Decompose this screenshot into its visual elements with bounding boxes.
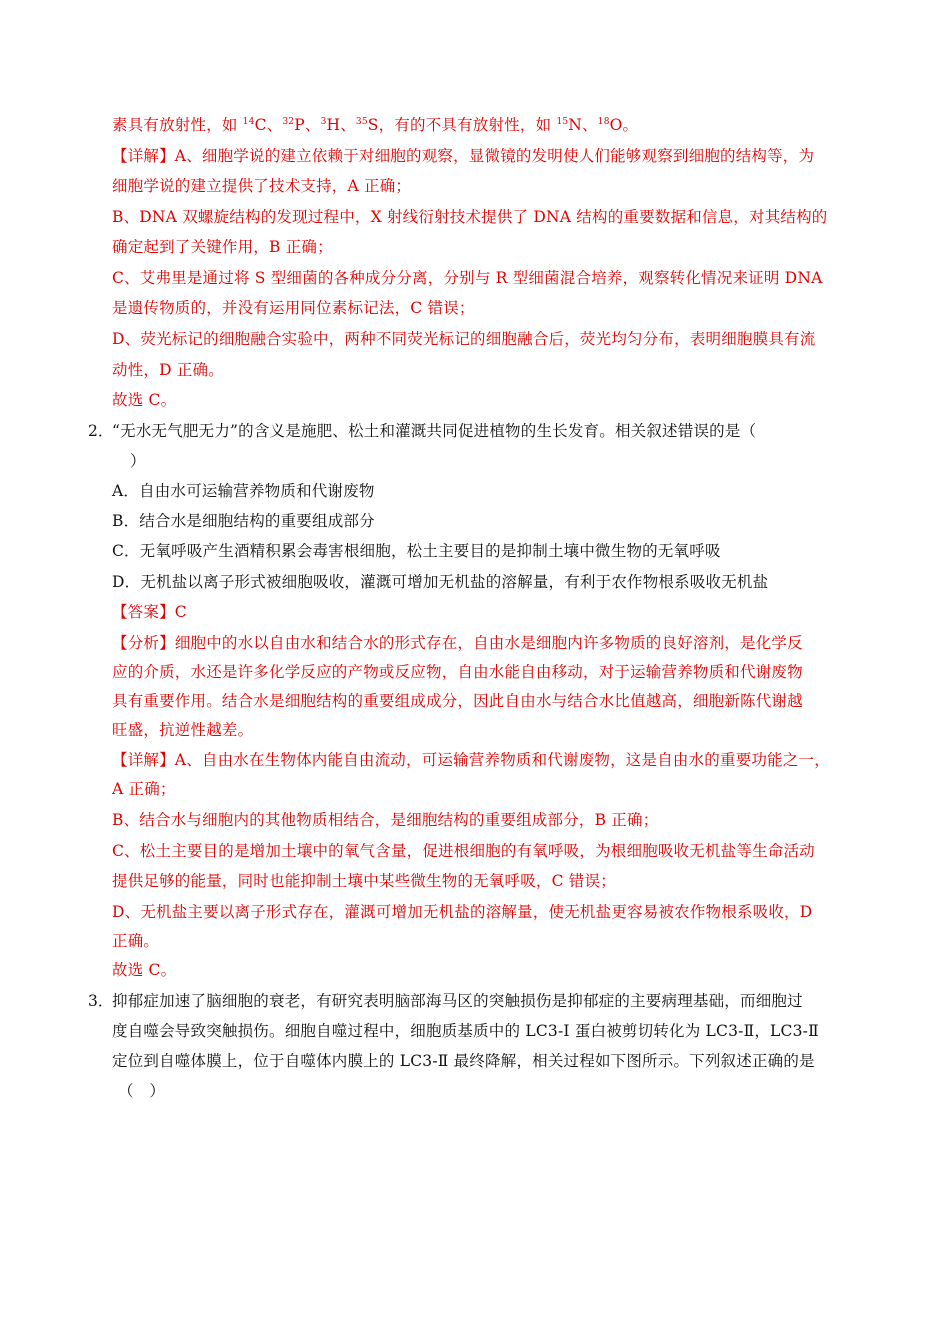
q1-explanation-line: 确定起到了关键作用，B 正确； bbox=[112, 238, 333, 256]
q2-option-b: B．结合水是细胞结构的重要组成部分 bbox=[112, 512, 375, 530]
superscript: 14 bbox=[242, 116, 255, 127]
q2-analysis-line: 【分析】细胞中的水以自由水和结合水的形式存在，自由水是细胞内许多物质的良好溶剂，是化学反 bbox=[112, 634, 803, 652]
q2-option-d: D．无机盐以离子形式被细胞吸收，灌溉可增加无机盐的溶解量，有利于农作物根系吸收无机盐 bbox=[112, 573, 769, 591]
q1-explanation-line: 动性，D 正确。 bbox=[112, 361, 224, 379]
text-run: 素具有放射性，如 bbox=[112, 116, 243, 134]
superscript: 32 bbox=[282, 116, 295, 127]
q2-explanation-line: A 正确； bbox=[112, 780, 176, 798]
q2-explanation-line: 【详解】A、自由水在生物体内能自由流动，可运输营养物质和代谢废物，这是自由水的重要功能之一， bbox=[112, 751, 830, 769]
q2-analysis-line: 应的介质，水还是许多化学反应的产物或反应物，自由水能自由移动，对于运输营养物质和代谢废物 bbox=[112, 663, 803, 681]
q2-answer: 【答案】C bbox=[112, 603, 187, 621]
text-run: N、 bbox=[568, 116, 598, 134]
q3-stem-line: 定位到自噬体膜上，位于自噬体内膜上的 LC3-Ⅱ 最终降解，相关过程如下图所示。下列叙述正确的是 bbox=[112, 1052, 815, 1070]
superscript: 18 bbox=[597, 116, 610, 127]
q1-explanation-line: 【详解】A、细胞学说的建立依赖于对细胞的观察，显微镜的发明使人们能够观察到细胞的结构等，为 bbox=[112, 147, 815, 165]
q3-stem-line: 度自噬会导致突触损伤。细胞自噬过程中，细胞质基质中的 LC3-Ⅰ 蛋白被剪切转化为 LC3-Ⅱ，LC3-Ⅱ bbox=[112, 1022, 819, 1040]
q2-conclusion: 故选 C。 bbox=[112, 961, 177, 979]
q3-answer-bracket: （ ） bbox=[118, 1082, 166, 1100]
q1-explanation-line: 细胞学说的建立提供了技术支持，A 正确； bbox=[112, 177, 412, 195]
q1-explanation-line: C、艾弗里是通过将 S 型细菌的各种成分分离，分别与 R 型细菌混合培养，观察转化情况来证明 DNA bbox=[112, 269, 823, 287]
q2-option-c: C．无氧呼吸产生酒精积累会毒害根细胞，松土主要目的是抑制土壤中微生物的无氧呼吸 bbox=[112, 542, 721, 560]
q2-analysis-line: 旺盛，抗逆性越差。 bbox=[112, 721, 254, 739]
superscript: 15 bbox=[556, 116, 569, 127]
text-run: C、 bbox=[254, 116, 283, 134]
question-number: 3． bbox=[88, 992, 114, 1010]
q2-explanation-line: C、松土主要目的是增加土壤中的氧气含量，促进根细胞的有氧呼吸，为根细胞吸收无机盐等生命活动 bbox=[112, 842, 815, 860]
q1-explanation-line: B、DNA 双螺旋结构的发现过程中，X 射线衍射技术提供了 DNA 结构的重要数据和信息，对其结构的 bbox=[112, 208, 828, 226]
q2-explanation-line: 提供足够的能量，同时也能抑制土壤中某些微生物的无氧呼吸，C 错误； bbox=[112, 872, 616, 890]
superscript: 35 bbox=[355, 116, 368, 127]
isotope-line bbox=[112, 114, 638, 136]
q2-option-a: A．自由水可运输营养物质和代谢废物 bbox=[112, 482, 375, 500]
q2-analysis-line: 具有重要作用。结合水是细胞结构的重要组成成分，因此自由水与结合水比值越高，细胞新陈代谢越 bbox=[112, 692, 803, 710]
text-run: S，有的不具有放射性，如 bbox=[367, 116, 557, 134]
text-run: P、 bbox=[294, 116, 321, 134]
q2-explanation-line: B、结合水与细胞内的其他物质相结合，是细胞结构的重要组成部分，B 正确； bbox=[112, 811, 659, 829]
q2-stem-line: “无水无气肥无力”的含义是施肥、松土和灌溉共同促进植物的生长发育。相关叙述错误的是（ bbox=[112, 422, 757, 440]
question-number: 2． bbox=[88, 422, 114, 440]
q1-conclusion: 故选 C。 bbox=[112, 391, 177, 409]
text-run: H、 bbox=[326, 116, 356, 134]
q2-explanation-line: D、无机盐主要以离子形式存在，灌溉可增加无机盐的溶解量，使无机盐更容易被农作物根系吸收，D bbox=[112, 903, 813, 921]
q3-stem-line: 抑郁症加速了脑细胞的衰老，有研究表明脑部海马区的突触损伤是抑郁症的主要病理基础，而细胞过 bbox=[112, 992, 803, 1010]
superscript: 3 bbox=[320, 116, 327, 127]
q1-explanation-line: D、荧光标记的细胞融合实验中，两种不同荧光标记的细胞融合后，荧光均匀分布，表明细胞膜具有流 bbox=[112, 330, 816, 348]
text-run: O。 bbox=[609, 116, 639, 134]
q2-explanation-line: 正确。 bbox=[112, 932, 160, 950]
q1-explanation-line: 是遗传物质的，并没有运用同位素标记法，C 错误； bbox=[112, 299, 475, 317]
q2-stem-bracket: ） bbox=[130, 452, 146, 470]
